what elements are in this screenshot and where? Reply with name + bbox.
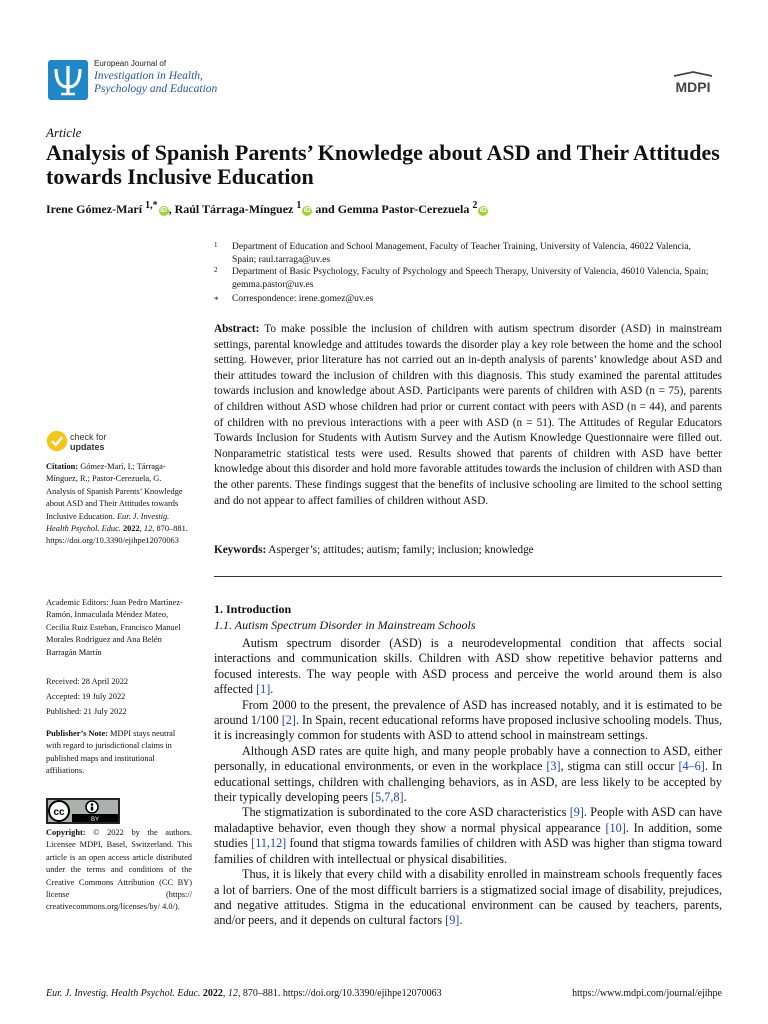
footer-journal: Eur. J. Investig. Health Psychol. Educ. — [46, 988, 201, 999]
journal-name — [94, 57, 217, 96]
affiliation-number: * — [214, 295, 219, 305]
paragraph-text: Although ASD rates are quite high, and many people probably have a connection to ASD, either personally, in educational environments, or even in the workplace — [214, 743, 722, 774]
paragraph-text: . In addition, some studies — [214, 820, 723, 851]
keywords-label: Keywords: — [214, 544, 267, 556]
affiliation-number: 1 — [214, 241, 218, 249]
paragraph-text: . In Spain, recent educational reforms have proposed inclusive schooling models. Thus, it is increasingly common for students with ASD to attend school in mainstream settings. — [214, 713, 722, 743]
copyright-block — [46, 827, 192, 914]
body-text — [214, 636, 722, 929]
publisher-logo-text: MDPI — [675, 79, 711, 95]
paragraph — [214, 805, 722, 867]
author-name[interactable]: Irene Gómez-Marí — [46, 202, 143, 216]
keywords — [214, 543, 722, 558]
received-date: Received: 28 April 2022 — [46, 677, 129, 686]
citation-link[interactable]: [9] — [445, 913, 460, 928]
citation-year: 2022 — [122, 524, 140, 534]
citation-link[interactable]: [4–6] — [678, 759, 705, 774]
affiliation-number: 2 — [214, 266, 218, 274]
section-divider — [214, 576, 722, 577]
paragraph: Thus, it is likely that every child with a disability enrolled in mainstream schools frequently faces a lot of barriers. One of the most difficult barriers is a stigmatized social image of disability, prejudices, and negative attitudes. Stigma in the educational environment can be caused by teachers, parents, and/or peers, and it depends on cultural factors [9]. — [214, 867, 722, 928]
author-conjunction: and — [315, 202, 335, 216]
cc-mark: cc — [53, 807, 65, 818]
author-list: Irene Gómez-Marí $^{1,*}$ iD , Raúl Tárraga-Mínguez $^1$ iD and Gemma Pastor-Cerezuela $^2$ iD — [46, 200, 487, 216]
citation-link[interactable]: [5,7,8] — [371, 790, 404, 805]
publisher-note — [46, 728, 192, 778]
citation-link[interactable]: [1] — [256, 682, 271, 697]
paragraph: Although ASD rates are quite high, and many people probably have a connection to ASD, either personally, in educational environments, or even in the workplace [3], stigma can still occur [4–6]. In educational settings, children with challenging behaviors, as in ASD, are less likely to be accepted by their typically developing peers [5,7,8]. — [214, 743, 723, 805]
check-updates-line1: check for — [70, 432, 107, 442]
section-heading: 1. Introduction — [214, 602, 292, 616]
check-updates-line2: updates — [70, 442, 105, 452]
paragraph-text: From 2000 to the present, the prevalence of ASD has increased notably, and it is estimated to be around 1/100 — [214, 697, 722, 728]
abstract-text: To make possible the inclusion of children with autism spectrum disorder (ASD) in mainstream settings, parental knowledge and attitudes towards the disorder play a key role between the home and the school setting. However, prior literature has not carried out an in-depth analysis of parents’ knowledge about ASD and their attitudes toward the inclusion of children with this diagnosis. This study examined the parental attitudes towards inclusion and knowledge about ASD. Participants were parents of children with ASD (n = 75), parents of children without ASD whose children had prior or current contact with peers with ASD (n = 44), and parents of children with no previous interactions with a peer with ASD (n = 51). The Attitudes of Regular Educators Towards Inclusion for Students with Autism Survey and the Autism Knowledge Questionnaire were filled out. Nonparametric statistical tests were used. Results showed that parents of children with ASD have better knowledge about this disorder and hold more favorable attitudes towards the inclusion of children with ASD than the other parents. These findings suggest that the benefits of inclusive schooling are limited to the school setting and do not appear to affect families of children without ASD. — [214, 323, 722, 507]
citation-journal: Eur. J. Investig. Health Psychol. Educ. — [46, 511, 170, 534]
citation-link[interactable]: [10] — [605, 820, 626, 835]
author-name[interactable]: Gemma Pastor-Cerezuela — [337, 202, 470, 216]
subsection-heading: 1.1. Autism Spectrum Disorder in Mainstream Schools — [214, 618, 476, 632]
citation-volume: 12 — [143, 524, 153, 534]
citation-link[interactable]: [11,12] — [251, 836, 287, 851]
paragraph-text: The stigmatization is subordinated to the core ASD characteristics — [242, 805, 567, 820]
paragraph-text: found that stigma towards families of children with ASD was higher than stigma toward families of children with intellectual or physical disabilities. — [214, 836, 722, 866]
copyright-text: © 2022 by the authors. Licensee MDPI, Basel, Switzerland. This article is an open access article distributed under the terms and conditions of the Creative Commons Attribution (CC BY) license (https:// creativecommons.org/licenses/by/ 4.0/). — [46, 828, 192, 912]
citation-block: Citation: Gómez-Marí, I.; Tárraga-Mínguez, R.; Pastor-Cerezuela, G. Analysis of Spanish Parents’ Knowledge about ASD and Their Attitudes towards Inclusive Education. Eur. J. Investig. Health Psychol. Educ. 2022, 12, 870–881. https://doi.org/10.3390/ejihpe12070063 — [46, 462, 188, 546]
orcid-icon[interactable]: iD — [160, 207, 168, 214]
citation-link[interactable]: [2] — [281, 713, 296, 728]
orcid-icon[interactable]: iD — [303, 207, 311, 214]
citation-link[interactable]: [9] — [569, 805, 584, 820]
cc-by-license-icon[interactable] — [46, 798, 120, 824]
copyright-label: Copyright: — [46, 828, 86, 837]
publisher-logo — [664, 70, 722, 98]
journal-name-line2: Psychology and Education — [94, 83, 218, 95]
affiliation-text: Correspondence: irene.gomez@uv.es — [232, 294, 374, 304]
publisher-note-label: Publisher’s Note: — [46, 729, 108, 738]
article-type: Article — [46, 125, 82, 140]
check-updates-label[interactable] — [70, 432, 107, 452]
citation-label: Citation: — [46, 462, 79, 471]
abstract — [214, 322, 722, 509]
check-updates-icon[interactable] — [46, 430, 68, 452]
paragraph-text: . People with ASD can have maladaptive behavior, even though they show a normal physical appearance — [214, 805, 723, 835]
footer-journal-url[interactable]: https://www.mdpi.com/journal/ejihpe — [572, 988, 722, 999]
affiliation-text: Department of Education and School Management, Faculty of Teacher Training, University of Valencia, 46022 Valencia, Spain; raul.tarraga@uv.es — [232, 242, 691, 265]
author-affil-sup: 1,* — [145, 200, 158, 211]
paragraph-text: , stigma can still occur — [560, 759, 675, 774]
cc-by-text: BY — [90, 817, 100, 823]
academic-editors: Academic Editors: Juan Pedro Martínez-Ramón, Inmaculada Méndez Mateo, Cecilia Ruiz Esteban, Francisco Manuel Morales Rodríguez and Ana Belén Barragán Martín — [46, 598, 183, 657]
published-date: Published: 21 July 2022 — [46, 707, 127, 716]
author-affil-sup: 1 — [296, 200, 302, 211]
keywords-text: Asperger’s; attitudes; autism; family; inclusion; knowledge — [268, 544, 534, 556]
citation-pages[interactable]: , 870–881. https://doi.org/10.3390/ejihpe12070063 — [46, 524, 188, 546]
journal-logo-icon — [48, 60, 88, 100]
journal-name-prefix: European Journal of — [94, 59, 167, 68]
article-title: Analysis of Spanish Parents’ Knowledge about ASD and Their Attitudes towards Inclusive Education — [46, 140, 720, 189]
journal-name-line1: Investigation in Health, — [94, 70, 203, 82]
footer-citation: Eur. J. Investig. Health Psychol. Educ. 2022, 12, 870–881. https://doi.org/10.3390/ejihpe12070063 — [46, 988, 442, 999]
publisher-note-text: MDPI stays neutral with regard to jurisdictional claims in published maps and institutional affiliations. — [46, 729, 176, 776]
paragraph-text: . In educational settings, children with challenging behaviors, as in ASD, are less likely to be accepted by their typically developing peers — [214, 759, 723, 805]
citation-link[interactable]: [3] — [546, 759, 561, 774]
affiliation-text: Department of Basic Psychology, Faculty of Psychology and Speech Therapy, University of Valencia, 46010 Valencia, Spain; gemma.pastor@uv.es — [232, 267, 709, 290]
orcid-icon[interactable]: iD — [479, 207, 487, 214]
author-name[interactable]: Raúl Tárraga-Mínguez — [174, 202, 294, 216]
accepted-date: Accepted: 19 July 2022 — [46, 692, 126, 701]
paragraph-text: Thus, it is likely that every child with a disability enrolled in mainstream schools frequently faces a lot of barriers. One of the most difficult barriers is a stigmatized social image of disability, prejudices, and negative attitudes. Stigma in the educational environment can be caused by teachers, parents, and/or peers, and it depends on cultural factors — [214, 867, 722, 928]
paragraph-text: Autism spectrum disorder (ASD) is a neurodevelopmental condition that affects social interactions and communication skills. Children with ASD show repetitive behavior patterns and focused interests. The way people with ASD process and perceive the world around them is also affected — [214, 636, 722, 697]
paragraph — [214, 698, 722, 744]
footer-volume: 12 — [227, 988, 238, 999]
citation-text: Gómez-Marí, I.; Tárraga-Mínguez, R.; Pastor-Cerezuela, G. Analysis of Spanish Parents’ Knowledge about ASD and Their Attitudes towards Inclusive Education. — [46, 462, 183, 521]
paragraph: Autism spectrum disorder (ASD) is a neurodevelopmental condition that affects social interactions and communication skills. Children with ASD show repetitive behavior patterns and focused interests. The way people with ASD process and perceive the world around them is also affected [1]. — [214, 636, 722, 697]
author-affil-sup: 2 — [472, 200, 478, 211]
footer-doi[interactable]: , 870–881. https://doi.org/10.3390/ejihpe12070063 — [237, 988, 442, 999]
footer-year: 2022 — [202, 988, 223, 999]
abstract-label: Abstract: — [214, 323, 260, 335]
